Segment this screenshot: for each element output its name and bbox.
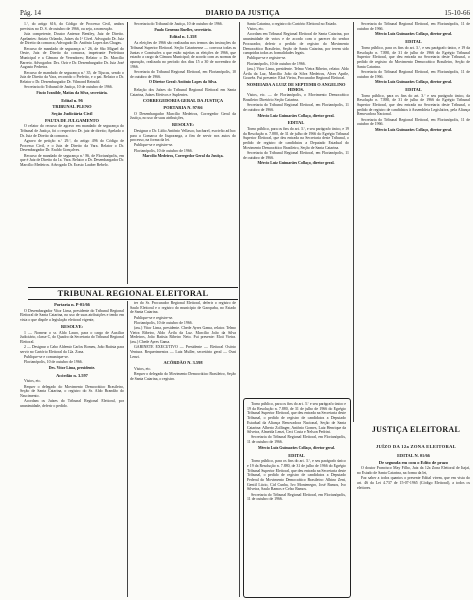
- column-2: [130, 22, 236, 284]
- section-heading: PAUTA DE JULGAMENTO: [45, 117, 99, 123]
- paragraph: Secretaria do Tribunal Regional Eleitoral, em Florianópolis, 11 de outubro de 1966.: [357, 117, 470, 127]
- section-heading: Portaria n. P-01/66: [54, 302, 90, 307]
- paragraph: Requer o delegado do Movimento Democrático Brasileiro, Seção de Santa Catarina, o registro.: [130, 372, 236, 382]
- paragraph: Secretaria do Tribunal Regional Eleitoral, em Florianópolis, 11 de outubro de 1966.: [247, 435, 346, 445]
- paragraph: Publique-se e registre-se.: [247, 56, 287, 61]
- paragraph: Torno público, para os fins do art. 3.º, e seu parágrafo único, e 19 da Resolução n. 7.880, de 31 de julho de 1966 do Egrégio Tribunal Superior Eleitoral, que deu entrada na Secretaria deste Tribunal, o pedido de registro de candidatos a Deputado Estadual do Movimento Democrático Brasileiro, Seção de Santa Catarina.: [243, 127, 349, 150]
- paragraph: Acordam em Tribunal Regional Eleitoral de Santa Catarina, por unanimidade de votos e de acordo com o parecer do senhor Procurador, deferir o pedido de registro do Movimento Democrático Brasileiro, Seção de Santa Catarina, por terem sido cumpridas todas as formalidades legais.: [243, 32, 349, 56]
- section-heading: EDITAL N. 01/66: [397, 453, 430, 458]
- section-banner: JUSTIÇA ELEITORAL: [371, 425, 461, 434]
- section-heading: PORTARIA N. 97/66: [163, 105, 203, 111]
- paragraph: O Desembargador Marcílio Medeiros, Corregedor Geral da Justiça, no uso de suas atribuições,: [130, 111, 236, 121]
- column-divider: [127, 22, 128, 284]
- paragraph: Santa Catarina, o registro do Cartório Eleitoral no Estado.: [247, 22, 338, 26]
- paragraph: Secretaria do Tribunal Regional Eleitoral, em Florianópolis, 11 de outubro de 1966.: [243, 151, 349, 160]
- section-heading: EDITAL: [287, 120, 305, 126]
- column-3: [243, 22, 349, 392]
- signature: Paulo Genenzo Ruelles, secretário.: [154, 27, 212, 32]
- paragraph: As eleições de 1966 são realizadas nos termos das instruções do Tribunal Superior Eleitoral. Seção Catarinense — convoca todas as Juntas e Comissões a que estão sujeitas as eleições de 1966, que estarão a cargo da Câmara Municipal; de acordo com as normas de apuração, realizada no período dos dias 15 a 30 de novembro de 1966.: [130, 41, 236, 69]
- section-heading: De segunda em com o Edito de prazo: [378, 459, 449, 465]
- section-heading: Acórdão n. 3.597: [56, 372, 88, 378]
- paragraph: 1.º, do artigo 616, do Código de Processo Civil, ambos previstos no D. S. de outubro de 1966, ou seja, a nomeação.: [20, 22, 124, 31]
- paragraph: Torno público, para os fins do art. 3.º e seu parágrafo único, da Resolução n. 7.880, de 31 de julho de 1966 do Egrégio Tribunal Superior Eleitoral, que deu entrada na Secretaria deste Tribunal, o pedido de registro de candidatos à Assembleia Legislativa, pela Aliança Renovadora Nacional.: [357, 93, 470, 117]
- paragraph: Florianópolis, 10 de outubro de 1966.: [134, 320, 193, 325]
- paragraph: Vistos, etc.: [134, 367, 152, 372]
- column-divider: [127, 301, 128, 597]
- paragraph: Recurso de mandado de segurança n.º 26, de São Miguel do Oeste, Juiz de Direito da comarca, impetrante Prefeitura Municipal e a Câmara de Vereadores; Relator o Dr. Marcílio Barreto. Advogados: Drs. Ozir e Dr. Desembargador Dr. Juiz José Augusto Pedreira.: [20, 46, 124, 70]
- lower-column-2: [130, 301, 236, 597]
- lower-column-3: [247, 402, 346, 592]
- paragraph: O doutor Francisco May Filho, Juiz da 12a Zona Eleitoral de Itajaí, no Estado de Santa Catarina, na forma da lei,: [357, 466, 470, 476]
- section-heading: Edital n. 1.358: [169, 34, 197, 40]
- signature: Mércio Luiz Guimarães Collaço, diretor geral.: [257, 161, 335, 166]
- lower-column-1: [20, 301, 124, 597]
- signature: Mércio Luiz Guimarães Collaço, diretor geral.: [257, 445, 336, 450]
- section-heading: Edital n. 96: [61, 97, 83, 103]
- signature: Fiscio Ivanilde, Matias da Silva, secretária.: [36, 90, 108, 95]
- paragraph: (ass.) Vitor Lima, presidente. Chede Ayres Gama, relator. Telmo Vieira Ribeiro, Aldo Ávila da Luz. Marcílio João da Silva Medeiros, João Batista Ribeiro Neto. Fui presente: Eloá Vieira. (ass.) Chede Ayres Gama.: [130, 326, 236, 345]
- paragraph: Secretaria do Tribunal Regional Eleitoral, em Florianópolis, 11 de outubro de 1966.: [357, 69, 470, 79]
- paragraph: Relação dos Juízes do Tribunal Regional Eleitoral em Santa Catarina, Juízes Efetivos e Suplentes.: [130, 87, 236, 97]
- section-heading: RESOLVE:: [60, 323, 84, 329]
- paragraph: Torno público, para os fins do art. 3.º, e seu parágrafo único e 19 da Resolução n. 7.880, de 31 de julho de 1966 do Egrégio Tribunal Superior Eleitoral, que deu entrada na Secretaria deste Tribunal, o pedido de registro de candidatos a Deputado Federal do Movimento Democrático Brasileiro: Albino Zeni, Gentil Lúcio, Cid Cunha, Ivo Montenegro, José Ramos, Ivo Silveira, Saulo Ramos e Celso Ramos.: [247, 459, 346, 492]
- section-heading: CORREGEDORIA GERAL DA JUSTIÇA: [142, 98, 224, 104]
- paragraph: Vistos, etc.: [247, 27, 265, 32]
- section-heading: EDITAL: [405, 39, 422, 45]
- paragraph: Agravo de petição n.º 29.º, do artigo 496 do Código de Processo Civil, e o Juiz de Direito da Vara. Relator o Dr. Desembargador Dr. Eraldo Gonçalves.: [20, 138, 124, 153]
- column-divider: [239, 22, 240, 597]
- paragraph: Torno público, para os fins do art. 3.º e seu parágrafo único e 19 da Resolução n. 7.880, de 31 de julho de 1966 do Egrégio Tribunal Superior Eleitoral, que deu entrada na Secretaria deste Tribunal, o pedido de registro de candidatos a Deputado Estadual da Aliança Renovadora Nacional, Seção de Santa Catarina: Alberto Zollinger, Antônio Gomes, Luiz Henrique da Silveira, Almeida Lenzi, Ceci Costa e Nelson Pedrini.: [247, 402, 346, 435]
- section-heading: RESOLVE:: [171, 122, 195, 128]
- signature: O Diretor Geral: Antônio Lopes da Silva.: [148, 80, 218, 85]
- section-heading: TRIBUNAL PLENO: [52, 104, 92, 110]
- paragraph: (ass.) Vitor Lima, presidente. Telmo Vieira Ribeiro, relator. Aldo Ávila da Luz, Marcílio João da Silva Medeiros, Alves Aprile, Gouvêa. Fui presente: Eloá Vieira, Procurador Regional Eleitoral.: [243, 66, 349, 81]
- paragraph: Secretaria do Tribunal de Justiça, 10 de outubro de 1966.: [24, 85, 113, 90]
- signature: Mércio Luiz Guimarães Collaço, diretor geral.: [374, 32, 453, 37]
- page-number: Pág. 14: [20, 9, 41, 17]
- signature: Marcílio Medeiros, Corregedor Geral da Justiça.: [142, 154, 224, 159]
- paragraph: Designar o Dr. Lídio Antônio Vellasco, bacharel, escrivão ad hoc para a Comarca de Ituporanga, a fim de servir nos autos do processo, na forma da lei.: [130, 128, 236, 143]
- section-subbanner: JUÍZO DA 12a ZONA ELEITORAL: [375, 444, 457, 449]
- paragraph: Publique-se e registre-se.: [134, 315, 174, 320]
- section-heading: NOMEIADA A LUIZ DE SEPTEMB O ANGELINO HIMOS.: [246, 81, 346, 92]
- paragraph: Faz saber a todos quantos o presente Edital virem, que em vista do art. 46 da Lei 4.737 de 15-07-1965 (Código Eleitoral), a todos os eleitores.: [357, 476, 470, 490]
- paragraph: O Desembargador Vitor Lima, presidente do Tribunal Regional Eleitoral de Santa Catarina, no uso de suas atribuições e tendo em vista o que dispõe a legislação eleitoral vigente,: [20, 308, 124, 323]
- page-header: [20, 8, 470, 19]
- paragraph: O relator do recurso de agravo em mandado de segurança do Tribunal de Justiça, foi o respectivo Dr. juiz de direito; Apelado o Dr. Juiz de Direito da comarca.: [20, 124, 124, 138]
- paragraph: GABINETE EXECUTIVO — Presidente — Eleitoral Osório Ventura. Requerimentos — Luiz Muller, secretário geral — Osni Lenzi.: [130, 345, 236, 359]
- paragraph: Recurso de mandado de segurança n.º 35, de Tijucas, sendo o Juiz de Direito da Vara, recorrido o Prefeito, e o pai. Relator o Dr. Relator o Dr. Desembargador Dr. Vilmond Reinold.: [20, 70, 124, 84]
- paragraph: Florianópolis, 10 de outubro de 1966.: [134, 148, 193, 153]
- section-heading: EDITAL: [288, 452, 305, 458]
- section-banner: TRIBUNAL REGIONAL ELEITORAL: [28, 287, 238, 300]
- column-divider: [353, 22, 354, 422]
- paragraph: Secretaria do Tribunal Regional Eleitoral, em Florianópolis, 11 de outubro de 1966.: [243, 103, 349, 112]
- signature: Des. Vitor Lima, presidente.: [48, 365, 96, 370]
- section-heading: ACÓRDÃO N. 3.598: [163, 360, 203, 366]
- paragraph: Florianópolis, 10 de outubro de 1966.: [247, 61, 306, 66]
- paragraph: Vistos, etc.: [24, 379, 42, 384]
- paragraph: Torno público, para os fins do art. 3.º, e seu parágrafo único, e 19 da Resolução n. 7.880, de 31 de julho de 1966 do Egrégio Tribunal Superior Eleitoral, que deu entrada na Secretaria deste Tribunal, o pedido de registro do Movimento Democrático Brasileiro, Seção de Santa Catarina.: [357, 45, 470, 69]
- paragraph: ter do Sr. Procurador Regional Eleitoral, deferir o registro de Saulo Eleitoral e o registro do município de Garopaba, no Estado de Santa Catarina.: [130, 301, 236, 315]
- signature: Mércio Luiz Guimarães Collaço, diretor geral.: [257, 113, 335, 118]
- paragraph: 2 — Designar o Cabo Aldemir Carlos Romeu, João Batista para servir no Cartório Eleitoral da 12a. Zona.: [20, 345, 124, 354]
- paragraph: Recurso de mandado de segurança n.º 86, de Florianópolis, em que é Juiz de Direito da 1a. Vara. Relator o Dr. Desembargador Dr. Marcílio Medeiros. Advogado Dr. Erasto Lauber Rebelo.: [20, 153, 124, 167]
- column-4: [357, 22, 470, 422]
- paragraph: Secretaria do Tribunal Regional Eleitoral, em Florianópolis, 11 de outubro de 1966.: [357, 22, 470, 31]
- paragraph: Vistos, etc. — de Florianópolis, o Movimento Democrático Brasileiro Diretório Seção Catarina.: [243, 93, 349, 103]
- column-1: [20, 22, 124, 284]
- paragraph: Publique-se e comunique-se.: [24, 355, 69, 360]
- paragraph: Secretaria do Tribunal de Justiça, 10 de outubro de 1966.: [134, 22, 223, 26]
- signature: Mércio Luiz Guimarães Collaço, diretor geral.: [374, 128, 453, 133]
- section-heading: EDITAL: [405, 86, 422, 92]
- issue-date: 15-10-66: [444, 9, 470, 17]
- paragraph: Secretaria do Tribunal Regional Eleitoral, em Florianópolis, 11 de outubro de 1966.: [247, 492, 346, 502]
- paragraph: Florianópolis, 10 de outubro de 1966.: [24, 360, 83, 365]
- signature: Mércio Luiz Guimarães Collaço, diretor geral.: [374, 80, 453, 85]
- lower-column-4: [357, 452, 470, 597]
- journal-title: DIARIO DA JUSTIÇA: [205, 9, 280, 17]
- paragraph: Publique-se e registre-se.: [134, 143, 174, 148]
- section-heading: Seção Judiciária Civil: [51, 110, 93, 116]
- paragraph: Acordam os Juízes do Tribunal Regional Eleitoral, por unanimidade, deferir o pedido.: [20, 399, 124, 408]
- paragraph: Secretaria do Tribunal Regional Eleitoral, em Florianópolis, 10 de outubro de 1966.: [130, 69, 236, 79]
- paragraph: Requer o delegado do Movimento Democrático Brasileiro, Seção de Santa Catarina, o registro do Sr. Aldo Brandão do Nascimento.: [20, 384, 124, 398]
- paragraph: 1 — Nomear o sr. Aldo Lauro, para o cargo de Auxiliar Judiciário, classe C, do Quadro da Secretaria do Tribunal Regional Eleitoral.: [20, 330, 124, 344]
- paragraph: Juiz competente, Doutor Antenor Bentley, Juiz de Direito. Apelantes: Anizio Orlando, Juízes da 1ª Cível. Advogado Dr. Juiz de Direito da comarca; Advogado Dr. Antônio Lopes das Chagas.: [20, 31, 124, 46]
